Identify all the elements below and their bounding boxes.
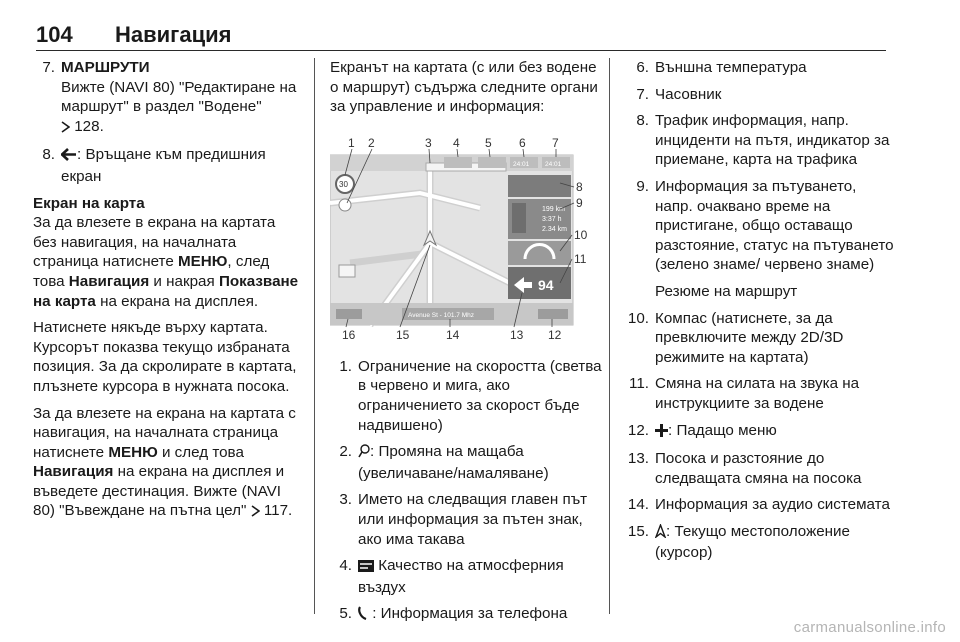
watermark: carmanualsonline.info	[793, 619, 946, 636]
page-ref-icon	[251, 503, 260, 523]
callout-11: 11	[574, 251, 587, 266]
callout-12: 12	[548, 327, 562, 342]
map-screen-figure	[330, 133, 594, 343]
list-item: 4. Качество на атмосферния въздух	[339, 557, 564, 596]
callout-7: 7	[552, 135, 559, 150]
callout-9: 9	[576, 195, 583, 210]
page-title: Навигация	[115, 22, 232, 47]
list-item: 12. : Падащо меню	[627, 421, 897, 443]
column-divider	[609, 58, 610, 614]
list-item: 14. Информация за аудио системата	[627, 496, 890, 514]
back-arrow-icon	[61, 147, 77, 167]
audio-info: Avenue St - 101.7 Mhz	[408, 311, 475, 319]
list-item: 7. Часовник	[636, 85, 722, 103]
list-item: 10. Компас (натиснете, за да превключите между 2D/3D режимите на картата)	[627, 309, 844, 366]
list-item: 6. Външна температура	[636, 59, 807, 76]
phone-icon	[358, 606, 368, 626]
callout-14: 14	[446, 327, 460, 342]
callout-5: 5	[485, 135, 492, 150]
svg-text:3:37 h: 3:37 h	[542, 215, 562, 223]
callout-2: 2	[368, 135, 375, 150]
svg-text:2.34 km: 2.34 km	[542, 225, 567, 233]
callout-1: 1	[348, 135, 355, 150]
cursor-icon	[655, 524, 666, 544]
page-header	[36, 20, 886, 51]
callout-15: 15	[396, 327, 410, 342]
callout-10: 10	[574, 227, 588, 242]
callout-6: 6	[519, 135, 526, 150]
paragraph: За да влезете в екрана на картата без навигация, на началната страница натиснете МЕНЮ, след това Навигация и накрая Показване на карта на екрана на дисплея.	[33, 214, 299, 310]
plus-icon	[655, 423, 668, 443]
column-left	[33, 58, 301, 523]
zoom-icon	[358, 444, 370, 464]
callout-16: 16	[342, 327, 356, 342]
page-number: 104	[36, 22, 73, 47]
svg-text:199 km: 199 km	[542, 205, 565, 213]
column-middle	[330, 58, 602, 633]
list-item: 15. : Текущо местоположение (курсор)	[627, 522, 850, 562]
paragraph: Екранът на картата (с или без водене о маршрут) съдържа следните органи за управление и информация:	[330, 59, 598, 116]
clock-readout: 24:01	[513, 160, 530, 168]
section-title: Екран на карта	[33, 194, 145, 212]
list-item: 9. Информация за пътуването, напр. очаквано време на пристигане, общо оставащо разстояние, статус на пътуването (зелено знаме/ червено знаме)	[636, 177, 894, 274]
list-item: 7. МАРШРУТИ Вижте (NAVI 80) "Редактиране на маршрут" в раздел "Водене" 128.	[33, 58, 301, 138]
callout-3: 3	[425, 135, 432, 150]
list-item: 8. : Връщане към предишния екран	[42, 146, 266, 185]
list-item: 5. : Информация за телефона	[330, 604, 602, 626]
speed-limit: 30	[339, 179, 348, 189]
page-ref-link[interactable]: 128.	[74, 117, 104, 135]
list-item: 8. Трафик информация, напр. инциденти на пътя, индикатор за приемане, карта на трафика	[636, 112, 890, 169]
paragraph: Резюме на маршрут	[655, 282, 798, 300]
list-item: 3. Името на следващия главен път или информация за пътен знак, ако има такава	[339, 491, 588, 548]
paragraph: За да влезете на екрана на картата с навигация, на началната страница натиснете МЕНЮ и след това Навигация на екрана на дисплея и въведете дестинация. Вижте (NAVI 80) "Въвеждане на пътна цел" 117.	[33, 404, 301, 524]
clock-readout: 24:01	[545, 160, 562, 168]
paragraph: Натиснете някъде върху картата. Курсорът показва текущо избраната позиция. За да скролирате в картата, плъзнете курсора в нужната посока.	[33, 319, 297, 395]
list-item: 2. : Промяна на мащаба (увеличаване/намаляване)	[339, 443, 549, 482]
map-illustration	[330, 133, 594, 343]
callout-13: 13	[510, 327, 524, 342]
air-quality-icon	[358, 558, 374, 578]
list-item: 1. Ограничение на скоростта (светва в червено и мига, ако ограничението за скорост бъде надвишено)	[339, 357, 602, 434]
list-item: 11. Смяна на силата на звука на инструкциите за водене	[629, 375, 860, 412]
callout-4: 4	[453, 135, 460, 150]
column-right	[627, 58, 897, 570]
page-ref-link[interactable]: 117.	[263, 502, 293, 520]
list-item: 13. Посока и разстояние до следващата смяна на посока	[627, 450, 862, 487]
item-title: МАРШРУТИ	[61, 59, 150, 76]
column-divider	[314, 58, 315, 614]
callout-8: 8	[576, 179, 583, 194]
page-ref-icon	[61, 119, 70, 139]
next-turn-distance: 94	[538, 276, 554, 293]
